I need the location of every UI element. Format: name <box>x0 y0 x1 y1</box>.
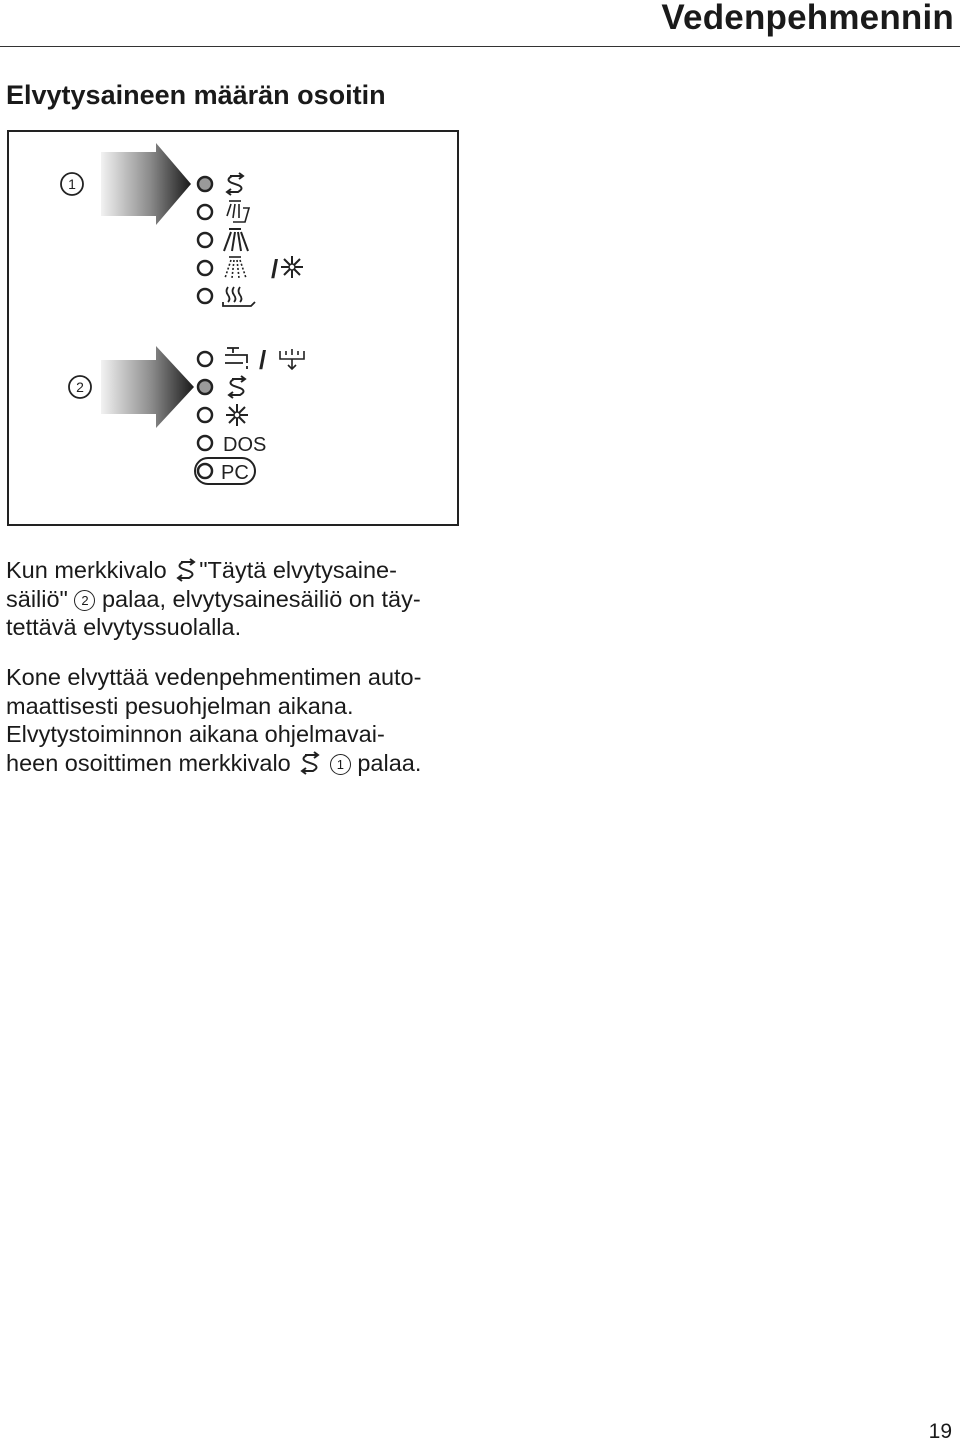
pointer-arrow-1 <box>101 143 191 225</box>
spray-strong-icon <box>224 229 248 251</box>
callout-2-marker <box>69 376 91 398</box>
sparkle-icon <box>226 404 248 426</box>
indicator-light <box>198 261 212 275</box>
text-fragment: heen osoittimen merkkivalo <box>6 749 291 776</box>
indicator-light <box>198 436 212 450</box>
svg-text:1: 1 <box>68 176 76 192</box>
indicator-light-lit <box>198 380 212 394</box>
text-line: Elvytystoiminnon aikana ohjelmavai- <box>6 721 385 747</box>
text-line: maattisesti pesuohjelman aikana. <box>6 692 354 719</box>
text-fragment: palaa. <box>357 749 422 776</box>
spray-curved-icon <box>227 201 249 222</box>
regeneration-icon <box>297 751 323 775</box>
indicator-light <box>198 352 212 366</box>
sparkle-icon <box>281 256 303 278</box>
section-title: Elvytysaineen määrän osoitin <box>6 80 386 110</box>
paragraph-automatic-regeneration <box>6 663 476 777</box>
indicator-figure <box>7 130 459 526</box>
text-fragment: säiliö" <box>6 585 68 612</box>
text-line: tettävä elvytyssuolalla. <box>6 614 242 640</box>
indicator-light-lit <box>198 177 212 191</box>
regeneration-icon <box>173 558 199 582</box>
paragraph-refill-instruction <box>6 556 476 642</box>
drain-icon <box>280 349 304 369</box>
callout-1-inline: 1 <box>330 754 351 775</box>
text-line: Kone elvyttää vedenpehmentimen auto- <box>6 664 422 690</box>
page-number: 19 <box>928 1420 952 1443</box>
text-fragment: "Täytä elvytysaine- <box>199 557 397 583</box>
regeneration-icon <box>229 376 245 398</box>
text-fragment: Kun merkkivalo <box>6 557 167 583</box>
text-fragment: palaa, elvytysainesäiliö on täy- <box>101 585 421 612</box>
indicator-group-2 <box>195 345 304 484</box>
separator-slash: / <box>271 254 279 284</box>
header-divider <box>0 46 960 47</box>
indicator-light <box>198 289 212 303</box>
callout-1-marker <box>61 173 83 195</box>
regeneration-icon <box>227 173 243 195</box>
pc-label: PC <box>221 462 249 484</box>
spray-light-icon <box>225 257 246 278</box>
running-header-title: Vedenpehmennin <box>661 0 954 37</box>
separator-slash: / <box>259 345 267 375</box>
dos-label: DOS <box>223 434 267 456</box>
svg-text:2: 2 <box>76 379 84 395</box>
drying-icon <box>223 287 255 306</box>
indicator-light <box>198 233 212 247</box>
indicator-group-1 <box>198 173 303 306</box>
pointer-arrow-2 <box>101 346 194 428</box>
indicator-light <box>198 205 212 219</box>
indicator-light <box>198 464 212 478</box>
callout-2-inline: 2 <box>74 590 95 611</box>
tap-icon <box>225 348 247 369</box>
indicator-light <box>198 408 212 422</box>
